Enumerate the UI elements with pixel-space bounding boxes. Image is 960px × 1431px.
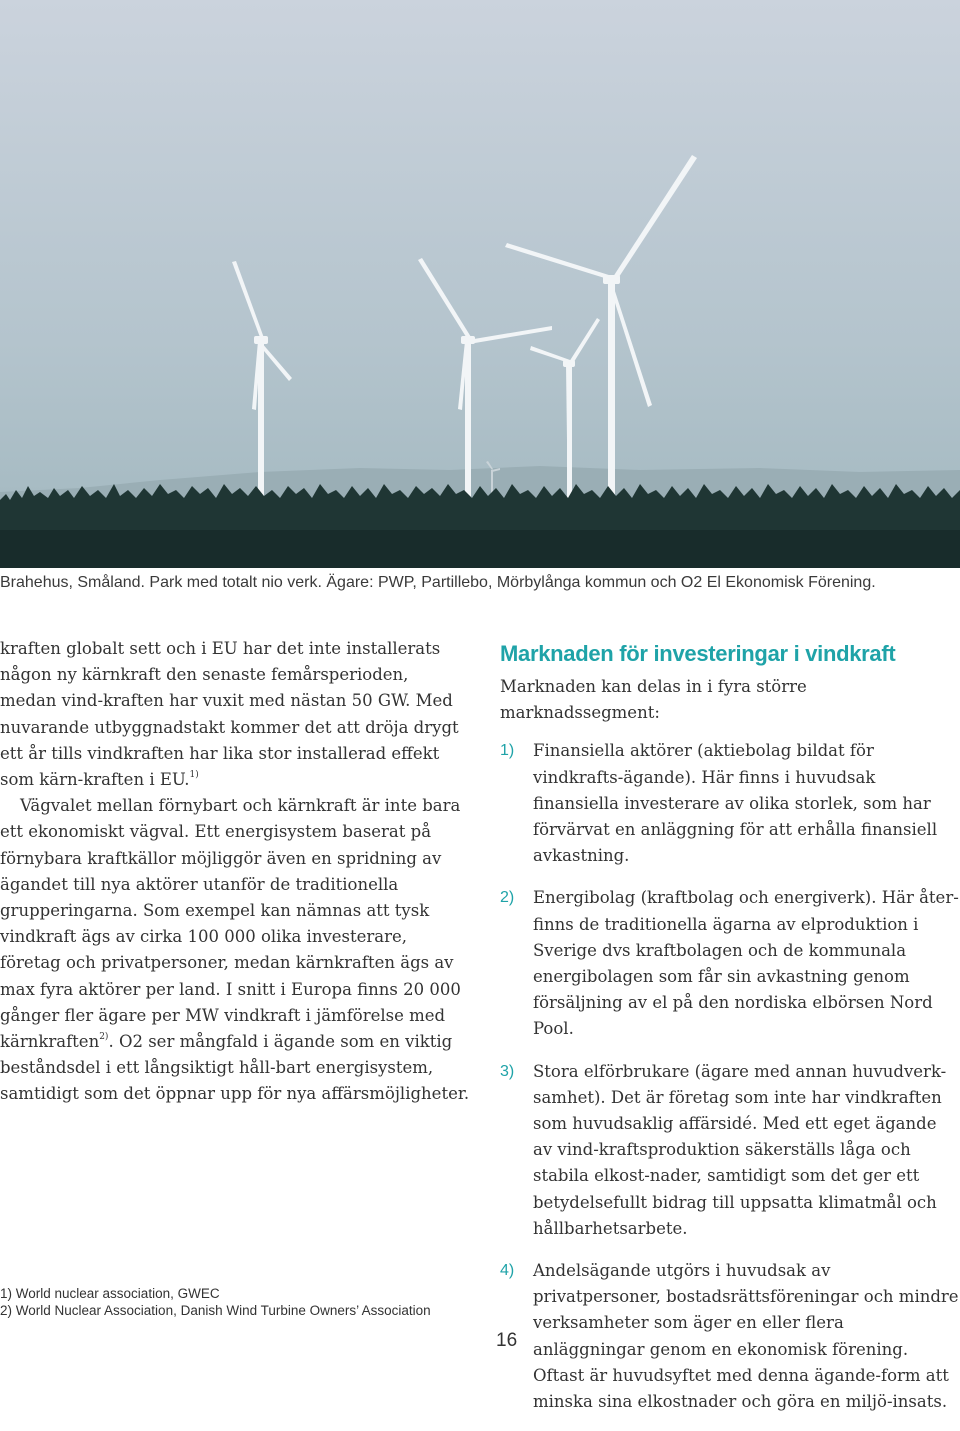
list-item-text: Stora elförbrukare (ägare med annan huvudverk-samhet). Det är företag som inte har vindkraften som huvudsaklig affärsidé. Med ett eget ägande av vind-kraftsproduktion säkerställs låga och stabila elkost-nader, samtidigt som det ger ett betydelsefullt bidrag till uppsatta klimatmål och hållbarhetsarbete.: [533, 1061, 947, 1238]
intro-text: Marknaden kan delas in i fyra större marknadssegment:: [500, 677, 807, 723]
list-item: [500, 1059, 960, 1242]
list-number: 3): [500, 1062, 515, 1080]
footnote: 1) World nuclear association, GWEC: [0, 1286, 220, 1301]
list-number: 4): [500, 1262, 515, 1280]
body-paragraph: [0, 793, 470, 1107]
list-item: [500, 885, 960, 1042]
list-item-text: Andelsägande utgörs i huvudsak av privatpersoner, bostadsrättsföreningar och mindre verksamheter som äger en eller flera anläggningar genom en ekonomisk förening. Oftast är huvudsyftet med denna ägande-form att minska sina elkostnader och göra en miljö-insats.: [533, 1261, 959, 1412]
list-item: [500, 1258, 960, 1415]
photo-caption: Brahehus, Småland. Park med totalt nio verk. Ägare: PWP, Partillebo, Mörbylånga kommun och O2 El Ekonomisk Förening.: [0, 574, 876, 591]
list-item-text: Energibolag (kraftbolag och energiverk). Här åter-finns de traditionella ägarna av elproduktion i Sverige dvs kraftbolagen och de kommunala energibolagen som får sin avkastning genom försäljning av el på den nordiska elbörsen Nord Pool.: [533, 888, 959, 1039]
right-column: [500, 640, 960, 1431]
footnote-ref: 2): [99, 1031, 109, 1042]
footnotes: [0, 1285, 480, 1319]
list-item: [500, 738, 960, 869]
left-column: [0, 636, 470, 1108]
paragraph-text: . O2 ser mångfald i ägande som en viktig beståndsdel i ett långsiktigt håll-bart energisystem, samtidigt som det öppnar upp för nya affärsmöjligheter.: [0, 1032, 470, 1104]
wind-turbine-photo: [0, 0, 960, 568]
list-number: 1): [500, 742, 515, 760]
paragraph-text: kraften globalt sett och i EU har det inte installerats någon ny kärnkraft den senaste femårsperioden, medan vind-kraften har vuxit med nästan 50 GW. Med nuvarande utbyggnadstakt kommer det att dröja drygt ett år tills vindkraften har lika stor installerad effekt som kärn-kraften i EU.: [0, 639, 459, 790]
list-number: 2): [500, 889, 515, 907]
footnote: 2) World Nuclear Association, Danish Wind Turbine Owners’ Association: [0, 1303, 431, 1318]
section-heading: Marknaden för investeringar i vindkraft: [500, 641, 896, 666]
body-paragraph: [0, 636, 470, 793]
page-number: 16: [496, 1330, 518, 1351]
paragraph-text: Vägvalet mellan förnybart och kärnkraft är inte bara ett ekonomiskt vägval. Ett energisystem baserat på förnybara kraftkällor möjliggör även en spridning av ägandet till nya aktörer utanför de traditionella grupperingarna. Som exempel kan nämnas att tysk vindkraft ägs av cirka 100 000 olika investerare, företag och privatpersoner, medan kärnkraften ägs av max fyra aktörer per land. I snitt i Europa finns 20 000 gånger fler ägare per MW vindkraft i jämförelse med kärnkraften: [0, 796, 461, 1052]
footnote-ref: 1): [189, 769, 199, 780]
list-item-text: Finansiella aktörer (aktiebolag bildat för vindkrafts-ägande). Här finns i huvudsak finansiella investerare av olika storlek, som har förvärvat en anläggning för att erhålla finansiell avkastning.: [533, 741, 938, 866]
